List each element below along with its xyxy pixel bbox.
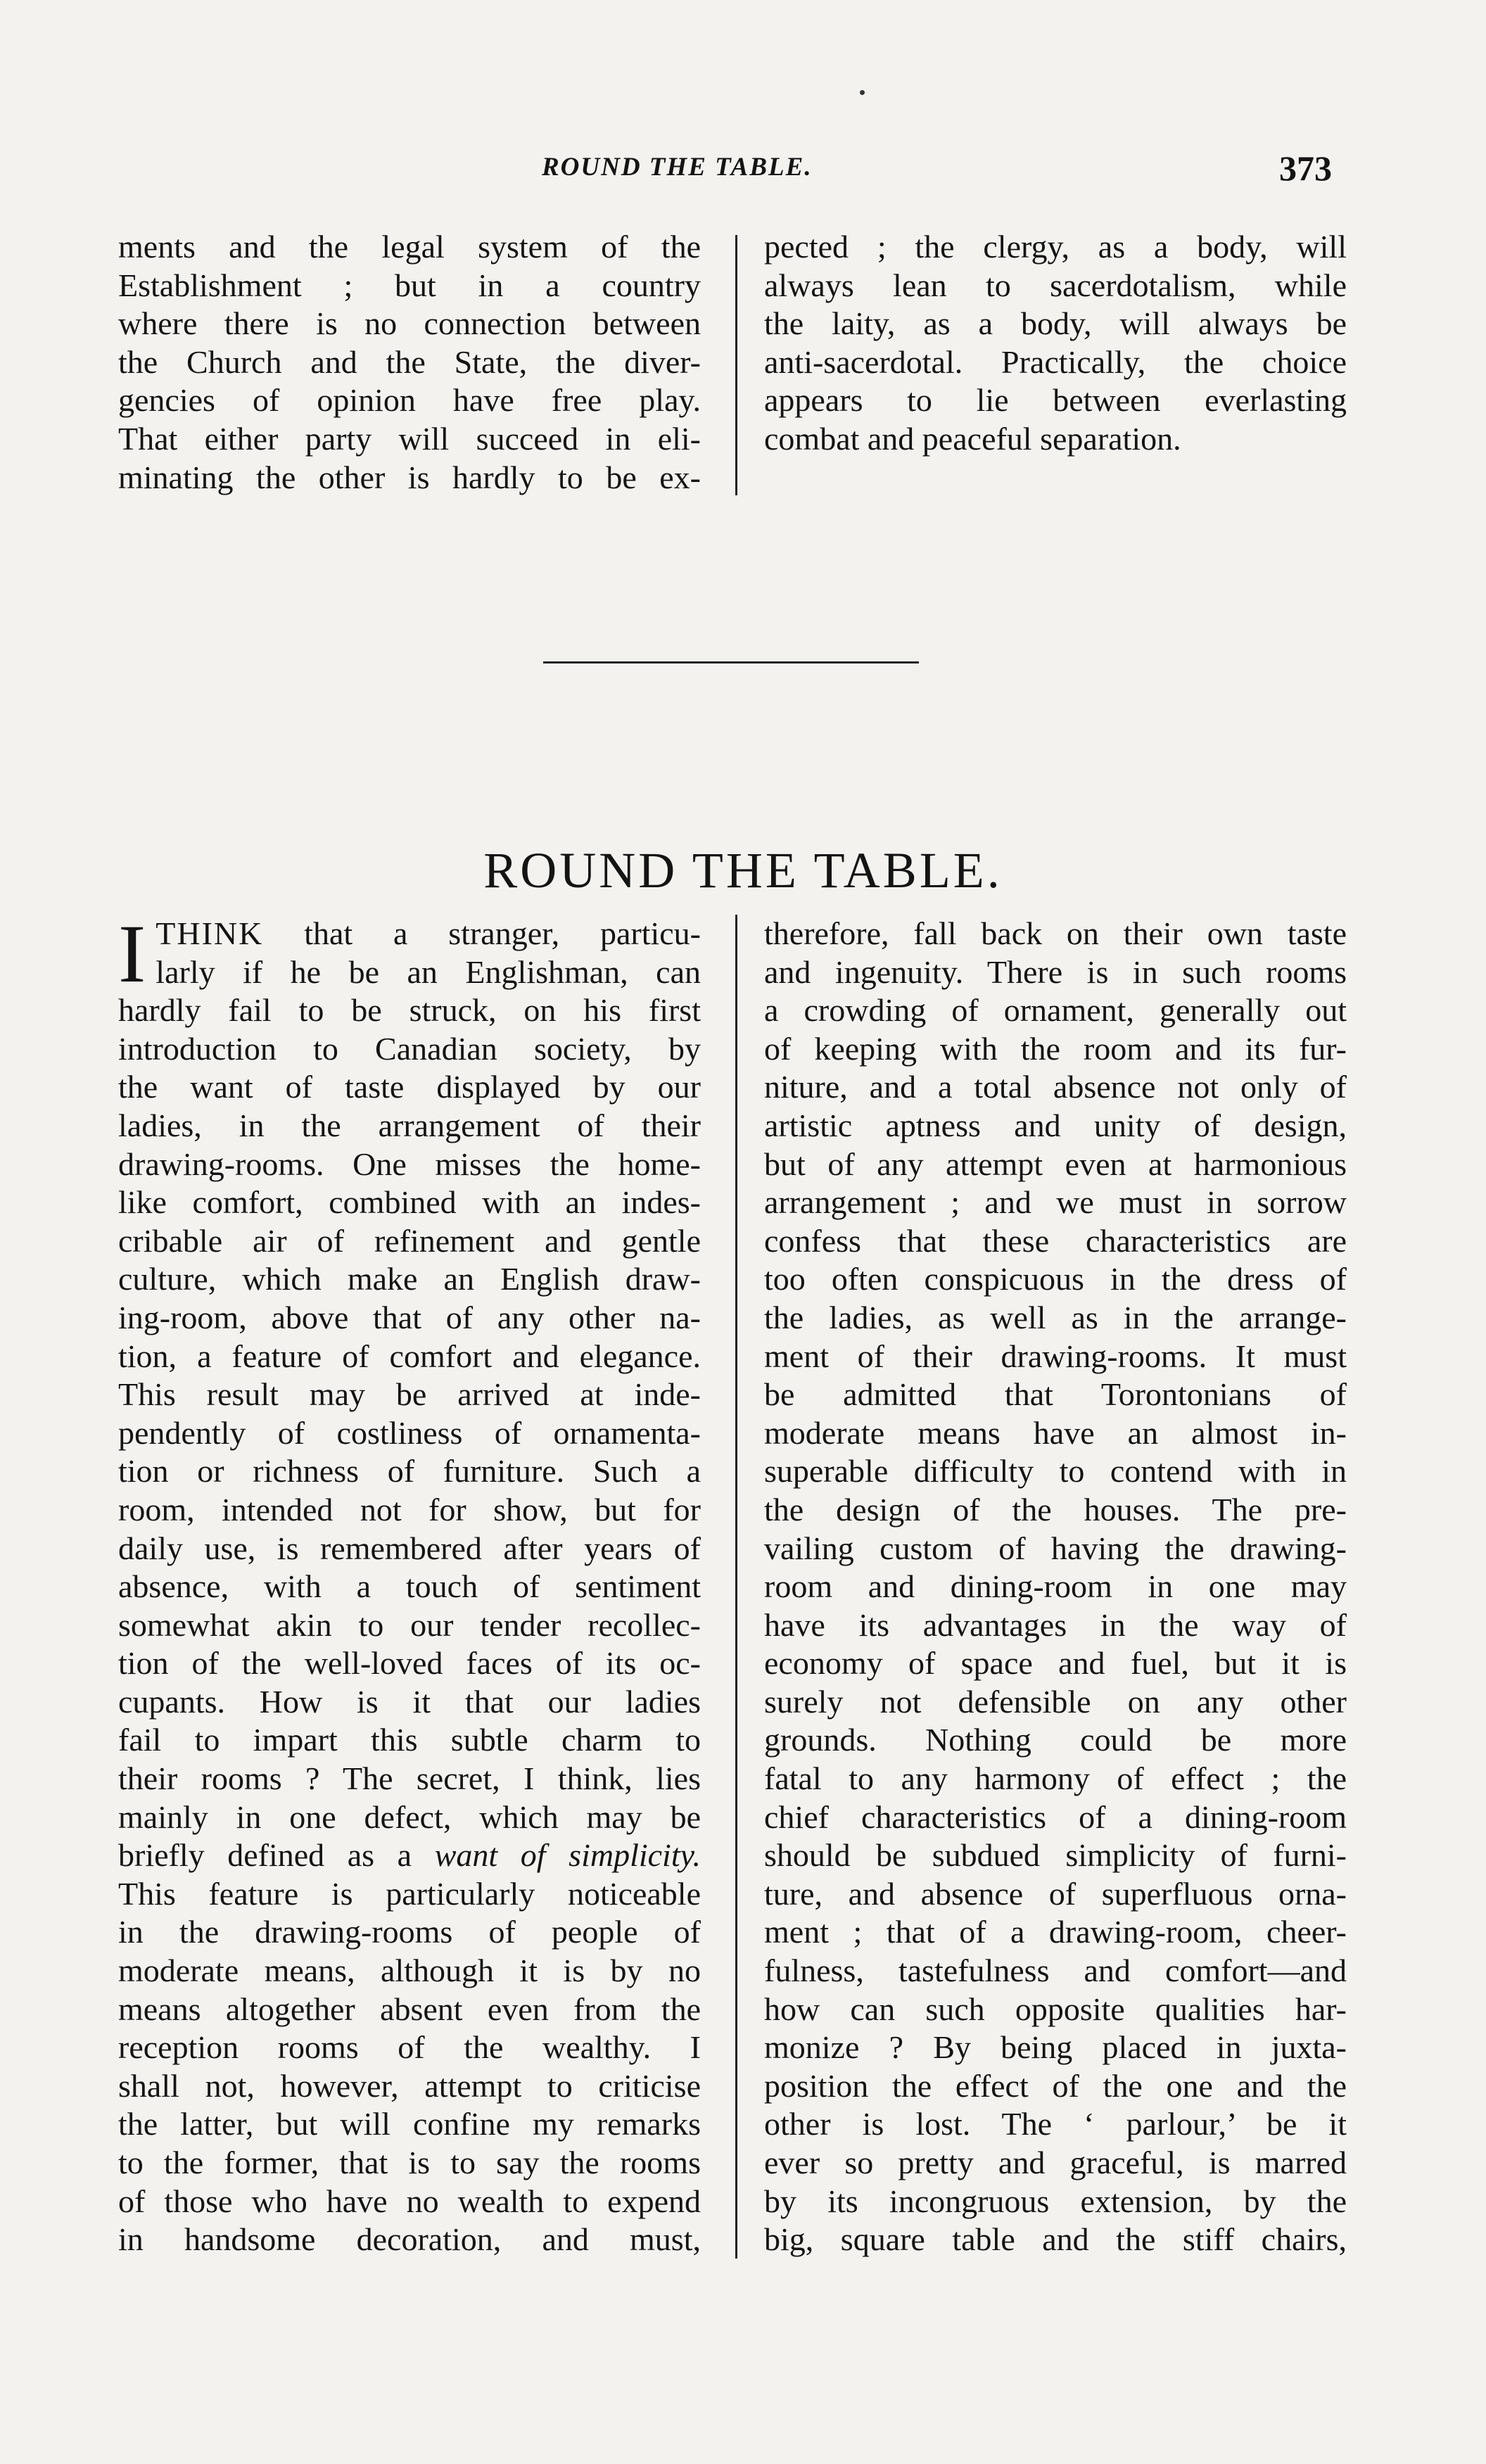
text-line: larly if he be an Englishman, can: [155, 953, 701, 990]
page-number: 373: [1279, 148, 1332, 188]
text-line: have its advantages in the way of: [764, 1606, 1347, 1643]
text-line: cribable air of refinement and gentle: [118, 1222, 701, 1259]
text-line: position the effect of the one and the: [764, 2067, 1347, 2104]
text-line: ture, and absence of superfluous orna-: [764, 1875, 1347, 1912]
text-line: their rooms ? The secret, I think, lies: [118, 1760, 701, 1797]
text-line: confess that these characteristics are: [764, 1222, 1347, 1259]
text-line: moderate means have an almost in-: [764, 1414, 1347, 1451]
section-left-lines-after: [118, 1875, 701, 2259]
text-line: the design of the houses. The pre-: [764, 1491, 1347, 1528]
text-line: of keeping with the room and its fur-: [764, 1030, 1347, 1067]
text-line: too often conspicuous in the dress of: [764, 1261, 1347, 1297]
text-line: the Church and the State, the diver-: [118, 343, 701, 380]
first-line: [118, 915, 701, 953]
text-line: gencies of opinion have free play.: [118, 382, 701, 419]
text-line: other is lost. The ‘ parlour,’ be it: [764, 2106, 1347, 2142]
text-line: ment ; that of a drawing-room, cheer-: [764, 1914, 1347, 1950]
text-line: cupants. How is it that our ladies: [118, 1683, 701, 1720]
text-line: be admitted that Torontonians of: [764, 1376, 1347, 1413]
text-line: arrangement ; and we must in sorrow: [764, 1184, 1347, 1221]
text-line: niture, and a total absence not only of: [764, 1069, 1347, 1105]
text-line: by its incongruous extension, by the: [764, 2183, 1347, 2219]
column-divider: [735, 235, 737, 495]
text-line: introduction to Canadian society, by: [118, 1030, 701, 1067]
italic-phrase: want of simplicity.: [434, 1837, 701, 1874]
text-line: fatal to any harmony of effect ; the: [764, 1760, 1347, 1797]
previous-article-left-column: [118, 228, 701, 497]
text-line: in handsome decoration, and must,: [118, 2221, 701, 2258]
previous-article-right-column: [764, 228, 1347, 459]
text-line: room, intended not for show, but for: [118, 1491, 701, 1528]
text-line: the ladies, as well as in the arrange-: [764, 1299, 1347, 1335]
text-line: This feature is particularly noticeable: [118, 1875, 701, 1912]
text-line: how can such opposite qualities har-: [764, 1990, 1347, 2027]
text-line: That either party will succeed in eli-: [118, 420, 701, 457]
text-line: like comfort, combined with an indes-: [118, 1184, 701, 1221]
text-line: the want of taste displayed by our: [118, 1069, 701, 1105]
text-line: vailing custom of having the drawing-: [764, 1530, 1347, 1566]
section-separator-rule: [543, 661, 919, 663]
text-line: where there is no connection between: [118, 305, 701, 342]
text-line: daily use, is remembered after years of: [118, 1530, 701, 1566]
text-line: therefore, fall back on their own taste: [764, 915, 1347, 951]
text-line: always lean to sacerdotalism, while: [764, 267, 1347, 303]
section-right-column: [764, 915, 1347, 2259]
text-line: pected ; the clergy, as a body, will: [764, 229, 1347, 265]
text-line: a crowding of ornament, generally out: [764, 992, 1347, 1029]
text-line: superable difficulty to contend with in: [764, 1453, 1347, 1490]
text-line: tion, a feature of comfort and elegance.: [118, 1338, 701, 1374]
text-line: ever so pretty and graceful, is marred: [764, 2145, 1347, 2180]
printer-dot: [860, 90, 865, 95]
text-line: economy of space and fuel, but it is: [764, 1645, 1347, 1682]
section-left-column: [118, 908, 701, 2259]
text-line: ments and the legal system of the: [118, 229, 701, 265]
text-line: fail to impart this subtle charm to: [118, 1722, 701, 1758]
first-word: THINK: [155, 915, 264, 951]
running-head: ROUND THE TABLE.: [542, 153, 813, 182]
text-line: to the former, that is to say the rooms: [118, 2145, 701, 2180]
text-line: ing-room, above that of any other na-: [118, 1299, 701, 1335]
text-line: appears to lie between everlasting: [764, 382, 1347, 419]
text-line: ment of their drawing-rooms. It must: [764, 1338, 1347, 1374]
text-line: shall not, however, attempt to criticise: [118, 2067, 701, 2104]
text-line: mainly in one defect, which may be: [118, 1798, 701, 1835]
text-line: This result may be arrived at inde-: [118, 1376, 701, 1413]
text-line: big, square table and the stiff chairs,: [764, 2221, 1347, 2258]
text-line: somewhat akin to our tender recollec-: [118, 1606, 701, 1643]
text-line: absence, with a touch of sentiment: [118, 1568, 701, 1605]
text-line: minating the other is hardly to be ex-: [118, 459, 701, 495]
text-line: hardly fail to be struck, on his first: [118, 992, 701, 1029]
text-line: fulness, tastefulness and comfort—and: [764, 1952, 1347, 1989]
text-line: ladies, in the arrangement of their: [118, 1107, 701, 1143]
drop-cap: I: [118, 908, 146, 1000]
text-line: chief characteristics of a dining-room: [764, 1798, 1347, 1835]
text-line: monize ? By being placed in juxta-: [764, 2029, 1347, 2066]
column-divider: [735, 915, 737, 2259]
text-line: moderate means, although it is by no: [118, 1952, 701, 1989]
section-title: ROUND THE TABLE.: [483, 842, 1003, 899]
text-line: the latter, but will confine my remarks: [118, 2106, 701, 2142]
text-line: Establishment ; but in a country: [118, 267, 701, 303]
italic-line-prefix: briefly defined as a: [118, 1837, 412, 1874]
text-line: but of any attempt even at harmonious: [764, 1145, 1347, 1182]
text-line: anti-sacerdotal. Practically, the choice: [764, 343, 1347, 380]
italic-line: [118, 1836, 701, 1875]
text-line: should be subdued simplicity of furni-: [764, 1837, 1347, 1874]
text-line: culture, which make an English draw-: [118, 1261, 701, 1297]
text-line: room and dining-room in one may: [764, 1568, 1347, 1605]
text-line: surely not defensible on any other: [764, 1683, 1347, 1720]
text-line: in the drawing-rooms of people of: [118, 1914, 701, 1950]
text-line: artistic aptness and unity of design,: [764, 1107, 1347, 1143]
text-line: combat and peaceful separation.: [764, 420, 1181, 457]
first-line-rest: that a stranger, particu-: [304, 915, 701, 951]
text-line: and ingenuity. There is in such rooms: [764, 953, 1347, 990]
text-line: pendently of costliness of ornamenta-: [118, 1414, 701, 1451]
text-line: drawing-rooms. One misses the home-: [118, 1145, 701, 1182]
text-line: tion or richness of furniture. Such a: [118, 1453, 701, 1490]
text-line: the laity, as a body, will always be: [764, 305, 1347, 342]
text-line: means altogether absent even from the: [118, 1990, 701, 2027]
section-left-lines: [118, 953, 701, 1837]
text-line: of those who have no wealth to expend: [118, 2183, 701, 2219]
text-line: grounds. Nothing could be more: [764, 1722, 1347, 1758]
text-line: tion of the well-loved faces of its oc-: [118, 1645, 701, 1682]
text-line: reception rooms of the wealthy. I: [118, 2029, 701, 2066]
